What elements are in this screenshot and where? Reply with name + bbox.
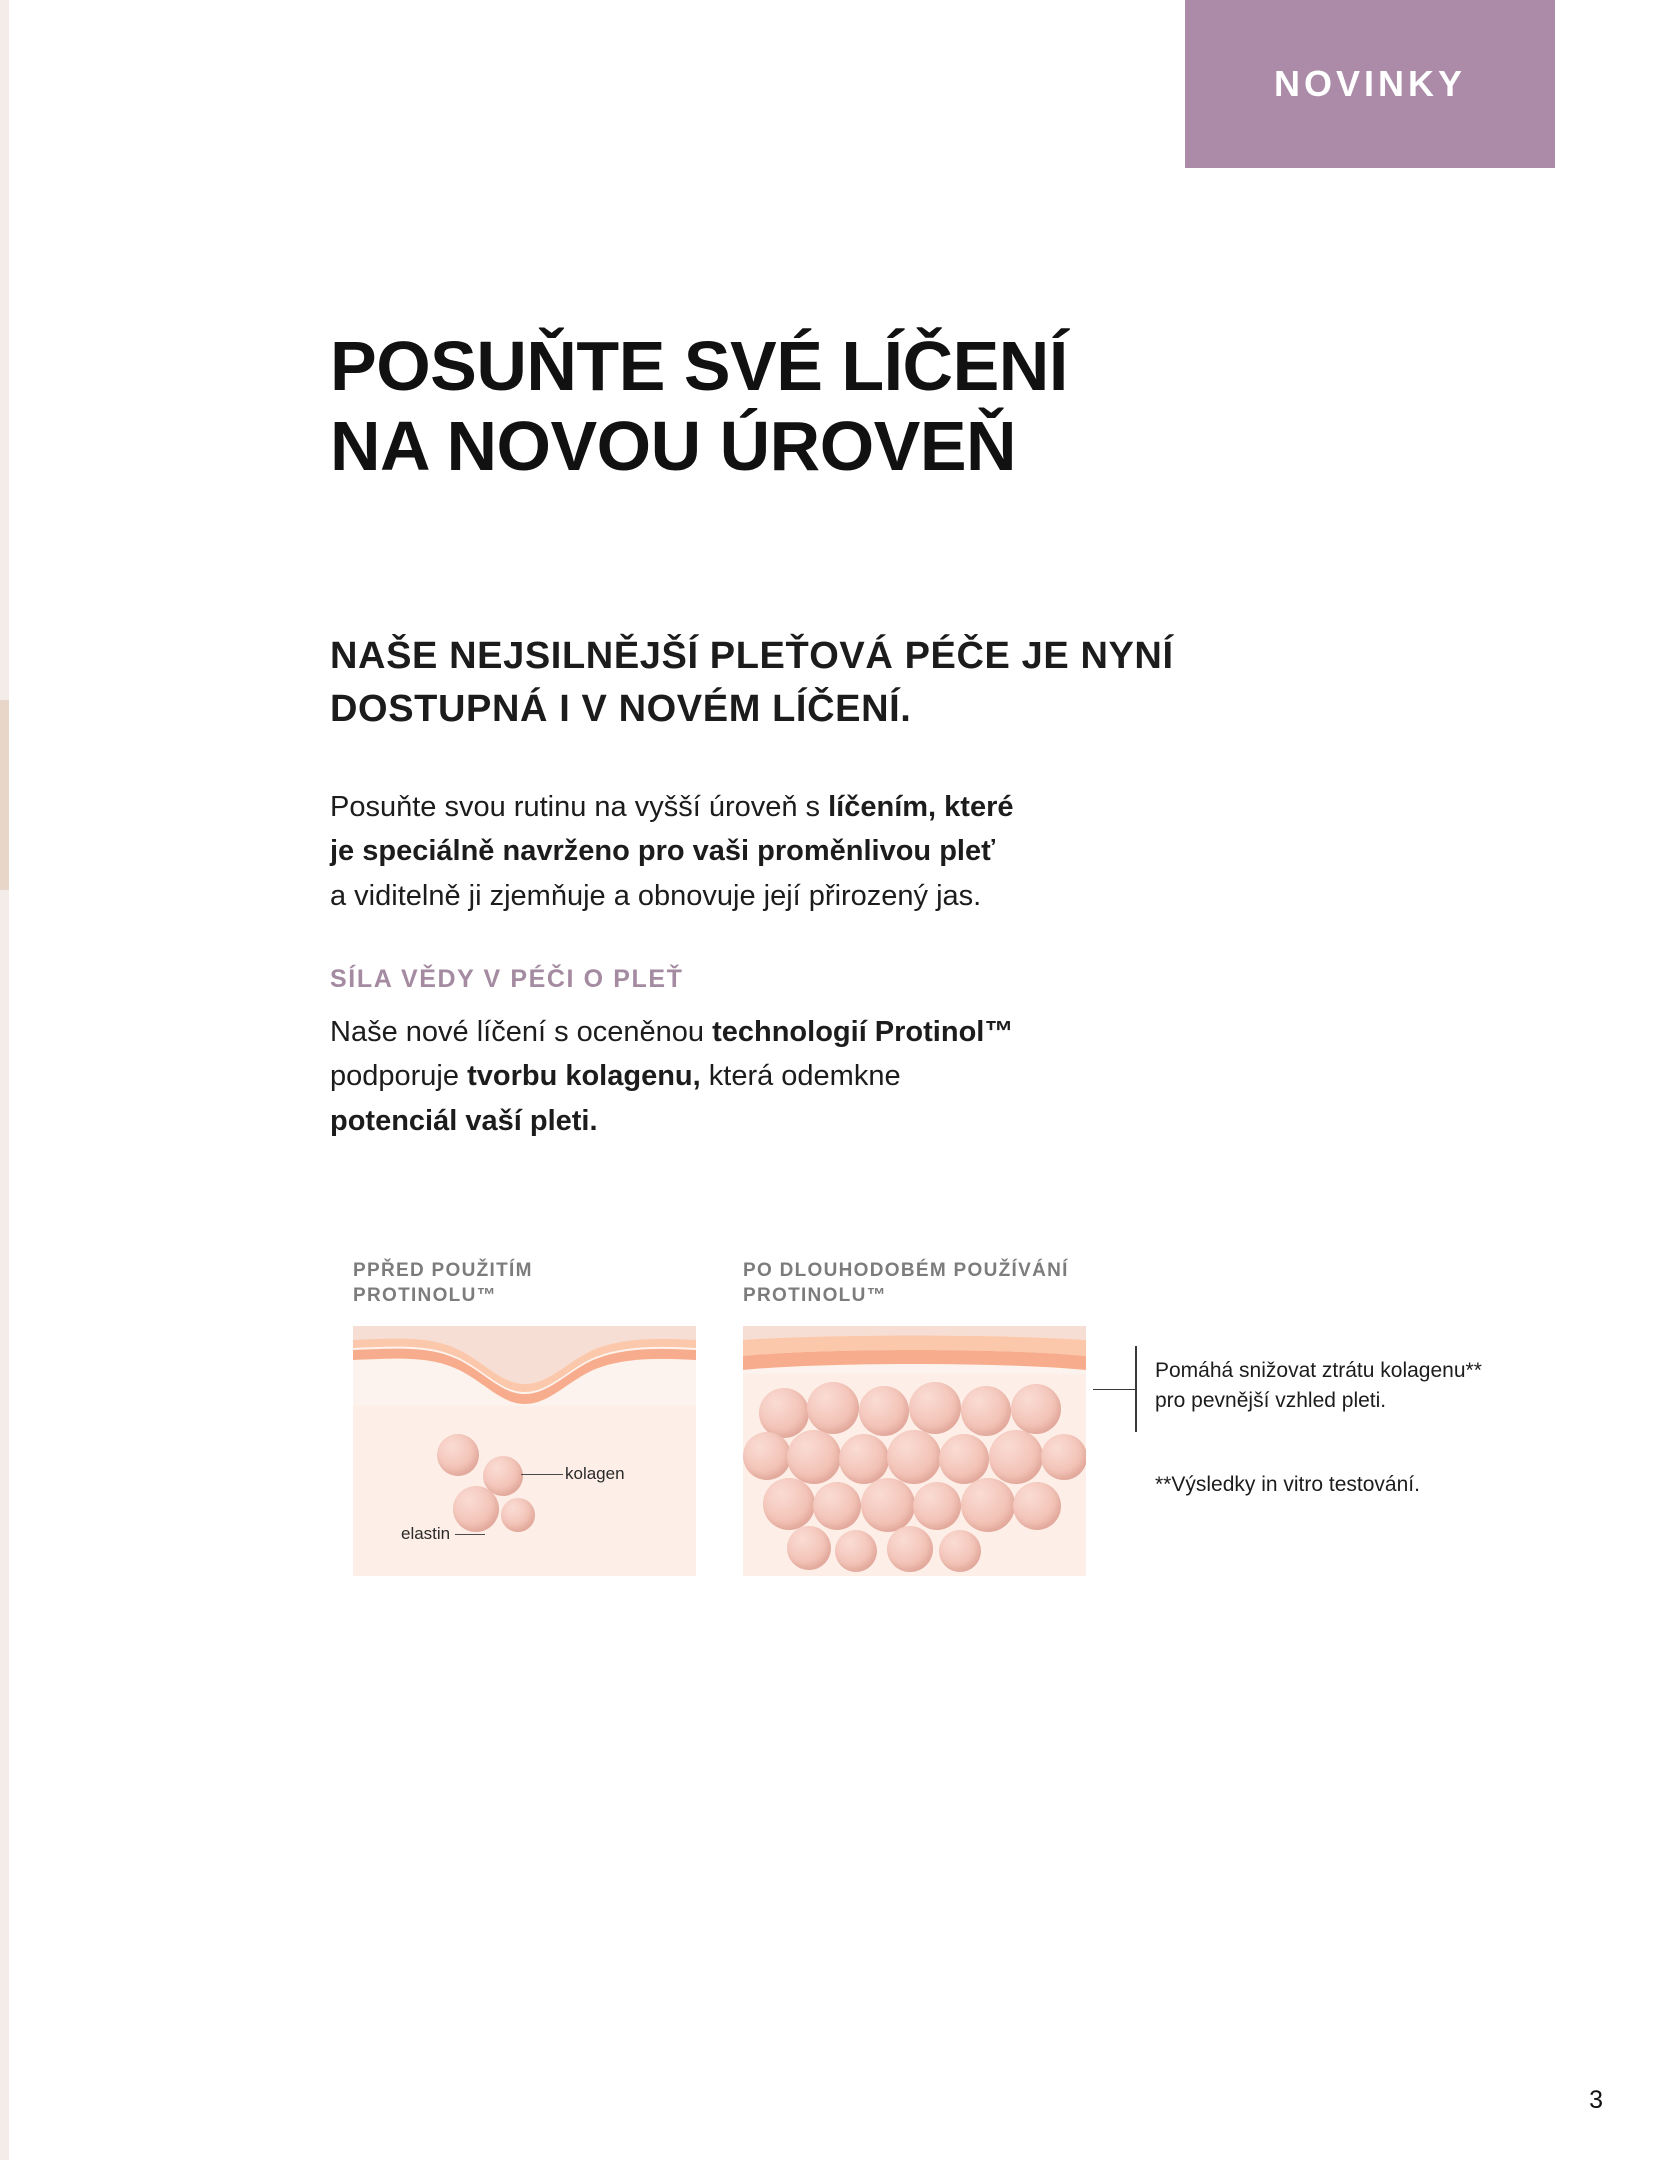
collagen-cell bbox=[887, 1430, 941, 1484]
subhead-line-1: NAŠE NEJSILNĚJŠÍ PLEŤOVÁ PÉČE JE NYNÍ bbox=[330, 634, 1174, 677]
collagen-cell bbox=[501, 1498, 535, 1532]
diagram-panel-after bbox=[743, 1326, 1086, 1576]
science-line-1-bold: technologií Protinol™ bbox=[712, 1016, 1014, 1048]
collagen-cell bbox=[1013, 1482, 1061, 1530]
page-title bbox=[330, 327, 1330, 487]
science-line-1-normal: Naše nové líčení s oceněnou bbox=[330, 1016, 713, 1048]
protinol-diagram bbox=[345, 1258, 1545, 1588]
elastin-leader-line bbox=[455, 1534, 485, 1535]
collagen-cell bbox=[743, 1432, 791, 1480]
intro-line-3: a viditelně ji zjemňuje a obnovuje její přirozený jas. bbox=[330, 879, 982, 912]
diagram-panel-before bbox=[353, 1326, 696, 1576]
collagen-cell bbox=[887, 1526, 933, 1572]
collagen-cell bbox=[787, 1430, 841, 1484]
science-line-1 bbox=[330, 1010, 1270, 1054]
annotation-bracket bbox=[1135, 1346, 1137, 1432]
collagen-cell bbox=[437, 1434, 479, 1476]
science-line-2 bbox=[330, 1054, 1270, 1098]
collagen-cell bbox=[759, 1388, 809, 1438]
novinky-badge bbox=[1185, 0, 1555, 168]
diagram-caption-after: PO DLOUHODOBÉM POUŽÍVÁNÍ PROTINOLU™ bbox=[743, 1260, 1069, 1307]
intro-paragraph bbox=[330, 785, 1260, 918]
page-subtitle bbox=[330, 630, 1350, 738]
collagen-cell bbox=[1041, 1434, 1086, 1480]
left-edge-strip-top bbox=[0, 0, 9, 700]
collagen-cell bbox=[939, 1530, 981, 1572]
collagen-cell bbox=[961, 1478, 1015, 1532]
intro-line-2: je speciálně navrženo pro vaši proměnlivou pleť bbox=[330, 835, 995, 868]
annotation-line-2: pro pevnější vzhled pleti. bbox=[1155, 1389, 1387, 1413]
collagen-cell bbox=[859, 1386, 909, 1436]
collagen-cell bbox=[961, 1386, 1011, 1436]
left-edge-strip-bottom bbox=[0, 890, 9, 2160]
collagen-cell bbox=[989, 1430, 1043, 1484]
headline-line-1: POSUŇTE SVÉ LÍČENÍ bbox=[330, 326, 1068, 405]
kolagen-leader-line bbox=[521, 1474, 563, 1475]
page-number: 3 bbox=[1589, 2086, 1603, 2114]
annotation-footnote: **Výsledky in vitro testování. bbox=[1155, 1473, 1420, 1496]
annotation-line-1: Pomáhá snižovat ztrátu kolagenu** bbox=[1155, 1359, 1482, 1382]
science-line-2-bold: tvorbu kolagenu, bbox=[467, 1060, 701, 1093]
collagen-cell bbox=[763, 1478, 815, 1530]
collagen-cell bbox=[1011, 1384, 1061, 1434]
collagen-cell bbox=[909, 1382, 961, 1434]
collagen-cell bbox=[913, 1482, 961, 1530]
collagen-cell bbox=[787, 1526, 831, 1570]
science-line-3: potenciál vaší pleti. bbox=[330, 1104, 598, 1137]
badge-label: NOVINKY bbox=[1273, 63, 1467, 104]
elastin-label: elastin bbox=[401, 1524, 451, 1543]
science-section-title: SÍLA VĚDY V PÉČI O PLEŤ bbox=[330, 965, 684, 993]
collagen-cell bbox=[813, 1482, 861, 1530]
left-edge-strip-middle bbox=[0, 700, 9, 890]
science-line-2-normal-b: která odemkne bbox=[700, 1060, 901, 1093]
diagram-caption-before: PPŘED POUŽITÍM PROTINOLU™ bbox=[353, 1260, 533, 1307]
science-line-2-normal-a: podporuje bbox=[330, 1060, 468, 1093]
intro-line-1-bold: líčením, které bbox=[828, 791, 1014, 823]
subhead-line-2: DOSTUPNÁ I V NOVÉM LÍČENÍ. bbox=[330, 688, 912, 731]
collagen-cell bbox=[861, 1478, 915, 1532]
collagen-cell bbox=[839, 1434, 889, 1484]
headline-line-2: NA NOVOU ÚROVEŇ bbox=[330, 406, 1017, 485]
kolagen-label: kolagen bbox=[565, 1464, 625, 1483]
annotation-text bbox=[1155, 1356, 1555, 1417]
collagen-cell bbox=[453, 1486, 499, 1532]
collagen-cell bbox=[939, 1434, 989, 1484]
intro-line-1-normal: Posuňte svou rutinu na vyšší úroveň s bbox=[330, 791, 829, 823]
science-paragraph bbox=[330, 1010, 1270, 1143]
annotation-leader-line bbox=[1093, 1389, 1137, 1390]
collagen-cell bbox=[807, 1382, 859, 1434]
intro-line-1 bbox=[330, 785, 1260, 829]
collagen-cell bbox=[835, 1530, 877, 1572]
